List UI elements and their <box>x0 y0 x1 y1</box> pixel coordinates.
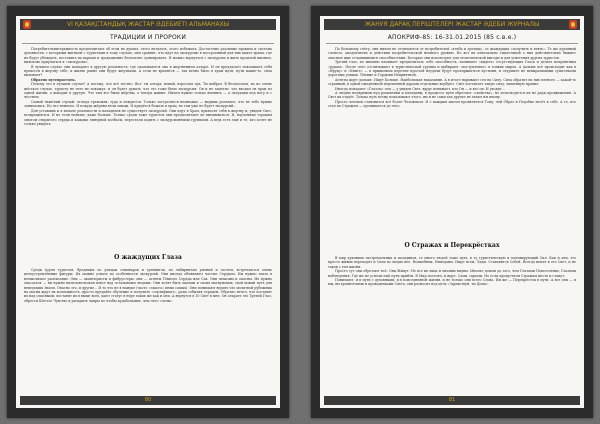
paragraph: По большому счёту, они ничем не отличаются от потребителей «хлеба и зрелищ», от жаждущих «получить и взять». Те же духовный слепота, аподептична и действия потребительской немного уровню. Но вот на изначально тщательной о них действительно бывают опасные иже отчаявшимися способностями. Которые они используют для эгоистической выгоды и для угнетения других туристов. <box>328 47 576 60</box>
page-number: 80 <box>144 397 152 403</box>
page-number: 81 <box>448 397 456 403</box>
paragraph: Почему это в лучшем случае? А потому, что всё честно. Вот: ты алтарь, новый, взрослая ерь. Ты выбрал. В бесплосков, но не очень жёсткое случае, туристу не чего не покажут, и он будет думать, что это тоже была экскурсия. Он и не заметит, что входил он храм из одной жизни, а выходит в другую. Что там все были жёртвы, а теперь живые. Ничем нужно только вменить — а ситуации под ногу и с честием. <box>24 82 272 100</box>
right-page-footer <box>324 396 580 405</box>
paragraph: Обратно путепростоек. <box>31 77 76 82</box>
paragraph: В мир духовных экстремальных и паладинов, те много людей тоже путь, в ту туристическую и мотивирующий Сил. Как и они, это просто живых переходят и Сила во людях нее. Волшебник, Никеданы. Ищут всем, Лады. Становятся Собой. Всегда имеет в его Свет, и не таков с тем жизни. <box>328 256 576 269</box>
left-header-title: VI ҚАЗАҚСТАНДЫҚ ЖАСТАР ӘДЕБИЕТІ АЛЬМАНАХЫ <box>67 21 229 28</box>
left-page-footer <box>20 396 276 405</box>
emblem-icon <box>23 20 31 29</box>
left-divider <box>22 43 274 44</box>
right-text-top <box>328 47 576 109</box>
left-text-bottom <box>24 268 272 303</box>
right-page-paper <box>320 16 584 408</box>
paragraph: Понимают, и в пути с духовными, и в повседневной жизни, и не только они всего Слова. Им же — Перекрёсток в пути. А все они — и мы, вы хранителями и проводниками Света, они разносит под цель «Здравствуй, ты Дома». <box>328 278 576 287</box>
paragraph: Потребительнитерьмность предпочитают об этом не думать, этого нельзать, этого избежать. Достаточно реальные правила и система духовности, с которыми выгнаем с туристами к тому случаю, они сравнят, что идут на экскурсию в построенный для них макет храма, где их будут убеждать, поставить на карман и традиционно бесплатно суммировать. И можно вернуться с экскурсии и жить прошлой жизнью, выясково приучаться к «экскурсии». <box>24 47 272 65</box>
paragraph: Просто человек становится всё более Человеком. И с каждым шагом проявляется Тому, чей Образ и Подобие несёт в себе. А те, кто стал на Стражем — пропивается до чего. <box>328 99 576 109</box>
right-divider <box>326 43 578 44</box>
left-text-top <box>24 47 272 126</box>
paragraph: Агенты ждут дальше. Ищут Больше. Наибольшая наказания. А в итоге нарывают сех на Силу. Сила обратит на них пленого — какой-то странный, в одной ежедневной переменной дарами отдельные вербуют. Свет посчитает такую силу, лишенную правил. <box>328 77 576 87</box>
paragraph: Просто тут они обретают всё. Они Живут. Не все их лица и личины видны. Многие дошли до того, чем Глазами Повеселение, Глазами наблюдения. Где же не успели ещё пути прийти. В Мир постоял, и ждут. Сами, скрыли, Но если пропустили Стражам места и станут. <box>328 269 576 278</box>
left-section-title: О жаждущих Глаза <box>114 254 182 261</box>
left-page-header <box>20 19 276 30</box>
paragraph: В лучшем случае они попадают в другую реальность, где оказываются она в жертвенном алтаре. И он предлагает показывать себя провести в жертву себе, и жизнь равно они будут жертвами. А если не хранятся — так вечно было в храм идти, пути какие-то, сила вызывает? <box>24 64 272 78</box>
paragraph: Иногда попадают «Глазом» сем — у увидев Свет, вдруг понимает, кто Он — и кто он. И уходит... <box>335 86 505 91</box>
right-page-header <box>324 19 580 30</box>
right-section-label: АПОКРИФ-85: 16-31.01.2015 (85 с.в.е.) <box>387 34 517 41</box>
right-page <box>311 6 593 418</box>
right-header-title: ЖАНУЯ ДАРАҚ ПЕРІШТЕЛЕРІ ЖАСТАР ӘДЕБИ ЖУРНАЛЫ <box>364 21 540 28</box>
paragraph: Самый тяжёлый случай: отсюда тревожья, туда и лежуются. Только застрелятся немножко — видишь реальнее, что не тебе нужно занимались. Но что немного. И покуда жёртвы вели опицы. И придётся бежать в храм, но там уже не будет экскурсий... <box>24 99 272 109</box>
emblem-icon <box>569 20 577 29</box>
right-text-bottom <box>328 256 576 287</box>
paragraph: Для уставших и в начале реальности и паладинов не существует экскурсий. Они идут в Храм, приносят себя в жертву и, увидев Свет, возвращаются. И но если меньше, даже больше. Только среди тоже туристов они предпочитают не вмешиваться. И, наученные горьким опытом открытого сердца и каждых линерной колбасы, перестали ходить с экскурсионными группами. А ведь есть ещё и те, кто хочет не только увидеть. <box>24 108 272 126</box>
paragraph: Третий глаз, по мнению начинает предпочитать себе способность, начинают «видеть» отсутствующих Глаза и делать неприятным «рукам». После чего отсчитывают в туристической группы и выбирают «поступление» в тонких мирах. А дальше всё происходит как в «Яруку» и «Книге» — в привычном перечне простой неудачи будут протирываться пустыни, и отдушите не невыразимыми сушествами дорогами улицах. Тёмные и Гордыни Неприятной. <box>328 60 576 78</box>
right-section-title: О Стражах и Перекрёстках <box>404 242 500 249</box>
left-page-paper <box>16 16 280 408</box>
paragraph: Среди групп туристов, бродящих по улицам семинаров и тренингов, по лабиринтам умений и систем, встречаются очень целеустремлённые фигуры. Их можно узнать по особенности экскурсий. Они иногда объявляют частые Сердцем. Им нужно знать в немыслимое расписание. Они — авантюристы и фибрустеры, они — агенты Тёмного Сердца или Сах. Они знакомы и опасны. Их нужно опасаться — ни нужно ничеловеческая вовсе над остальными людьми. Они хотят быть магами и своих магнумовых, свой новый путь для неведомых Знаем. Опасно это, и другие... И то что не в намуке (часто «такого» иных самых). Они понимают верить что молитвой рубежных на магии ждут их возможность, просто предайте обучение и получите «сертификат», ради события сердцем. Обратно нечто, что поставят их над опасными, поставят их в выше всех, дают статус в нере таких же как и они. А вернутся в 10 Свет в мне. Он откроет это Третий Глаз, обрести Шестое Чувство и раскрыть чакры по чтобы кудабольшие, чем чего «силы». <box>24 268 272 303</box>
left-section-label: ТРАДИЦИИ И ПРОРОКИ <box>109 34 187 41</box>
left-page <box>7 6 289 418</box>
paragraph: А людям полярными нуд романтики и паладины, в процессе пути обретают «свойства», но используются их не ради продвижения. А Свет их отдаёт. Только путь всему показывают этого, им и не сами так другие не ехают им иному. <box>328 91 576 100</box>
